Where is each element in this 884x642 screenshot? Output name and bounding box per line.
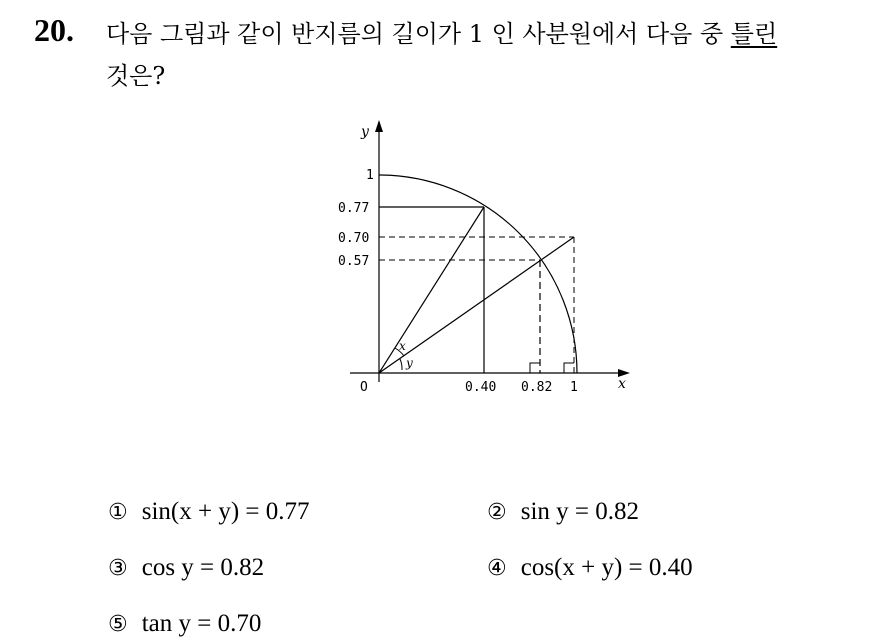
angle-label-y: y	[406, 356, 413, 370]
choice-5[interactable]	[108, 610, 261, 638]
choice-2-text: sin y = 0.82	[520, 498, 640, 525]
choice-4-number: ④	[487, 556, 507, 581]
choice-3-text: cos y = 0.82	[141, 554, 265, 581]
choice-1[interactable]	[108, 498, 310, 526]
choice-4[interactable]	[487, 554, 693, 582]
choice-1-text: sin(x + y) = 0.77	[141, 498, 310, 525]
choice-1-number: ①	[108, 500, 128, 525]
angle-arc-y	[400, 359, 402, 370]
radius-to-point-a	[379, 207, 484, 373]
question-number: 20.	[34, 12, 74, 48]
origin-label: O	[360, 380, 368, 395]
y-tick-0.57: 0.57	[338, 254, 370, 269]
question-text: 다음 그림과 같이 반지름의 길이가 1 인 사분원에서 다음 중	[106, 20, 731, 48]
y-tick-0.77: 0.77	[338, 201, 370, 216]
angle-label-x: x	[399, 339, 406, 353]
x-tick-1: 1	[570, 380, 578, 395]
question-text-line2: 것은?	[106, 62, 166, 90]
choice-2[interactable]	[487, 498, 639, 526]
right-angle-mark-0.82	[530, 363, 540, 373]
y-axis-arrow	[375, 120, 383, 132]
line-to-tangent	[379, 237, 574, 373]
x-axis-label: x	[618, 376, 626, 392]
y-tick-0.70: 0.70	[338, 231, 370, 246]
choice-3[interactable]	[108, 554, 264, 582]
question-underlined-word: 틀린	[730, 20, 778, 48]
question-text-line1	[106, 14, 777, 49]
right-angle-mark-1	[564, 363, 574, 373]
x-tick-0.82: 0.82	[521, 380, 553, 395]
y-tick-1: 1	[366, 168, 374, 183]
y-axis-label: y	[361, 124, 369, 140]
choice-5-number: ⑤	[108, 612, 128, 637]
choice-5-text: tan y = 0.70	[141, 610, 262, 637]
choice-4-text: cos(x + y) = 0.40	[520, 554, 693, 581]
quarter-circle-figure	[320, 110, 640, 400]
choice-3-number: ③	[108, 556, 128, 581]
quarter-circle-arc	[379, 175, 577, 373]
choice-2-number: ②	[487, 500, 507, 525]
x-tick-0.40: 0.40	[465, 380, 497, 395]
